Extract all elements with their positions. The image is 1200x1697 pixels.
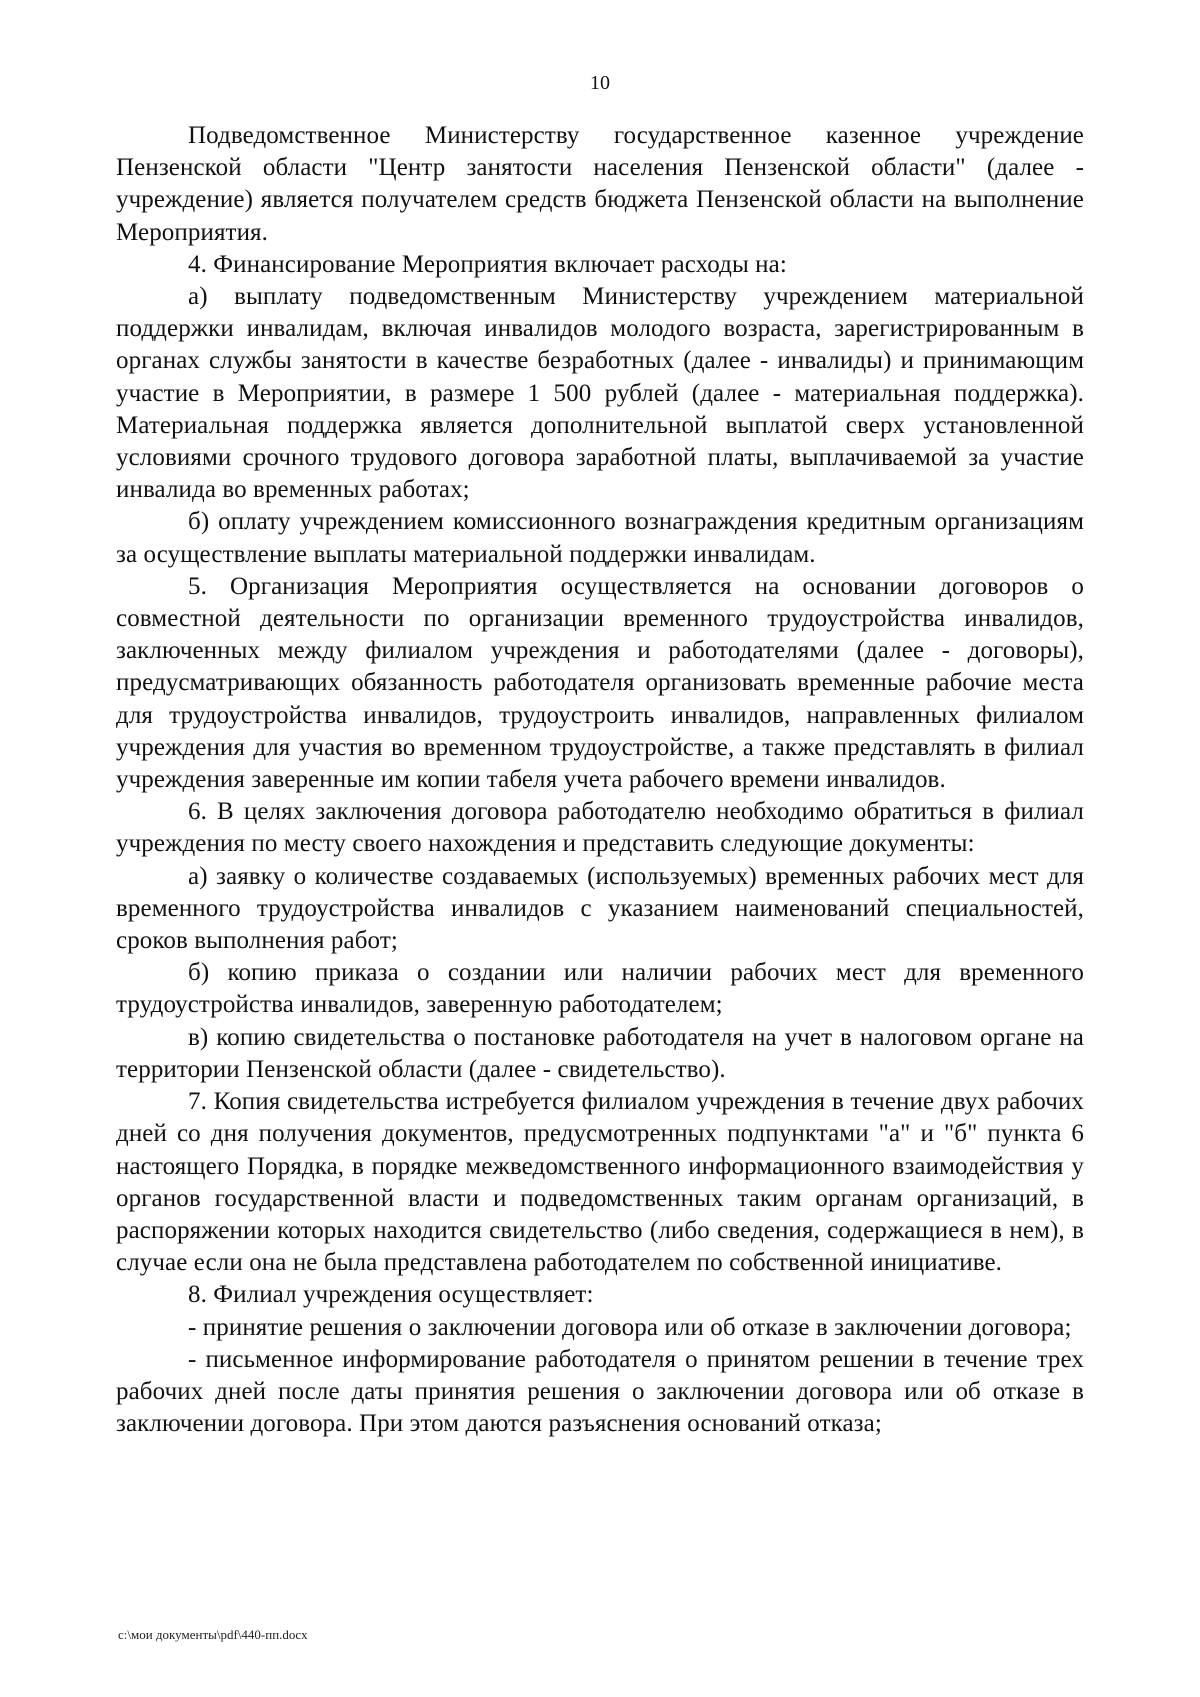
page-number: 10 (590, 72, 610, 94)
paragraph-6v: в) копию свидетельства о постановке работодателя на учет в налоговом органе на территории Пензенской области (далее - свидетельство). (116, 1023, 1084, 1083)
paragraph-4: 4. Финансирование Мероприятия включает расходы на: (188, 250, 787, 278)
paragraph-8-item-2: - письменное информирование работодателя о принятом решении в течение трех рабочих дней после даты принятия решения о заключении договора или об отказе в заключении договора. При этом даются разъяснения оснований отказа; (116, 1345, 1084, 1438)
paragraph-5: 5. Организация Мероприятия осуществляется на основании договоров о совместной деятельности по организации временного трудоустройства инвалидов, заключенных между филиалом учреждения и работодателями (далее - договоры), предусматривающих обязанность работодателя организовать временные рабочие места для трудоустройства инвалидов, трудоустроить инвалидов, направленных филиалом учреждения для участия во временном трудоустройстве, а также представлять в филиал учреждения заверенные им копии табеля учета рабочего времени инвалидов. (116, 572, 1084, 794)
footer-file-path: c:\мои документы\pdf\440-пп.docx (118, 1627, 308, 1642)
paragraph-7: 7. Копия свидетельства истребуется филиалом учреждения в течение двух рабочих дней со дня получения документов, предусмотренных подпунктами "а" и "б" пункта 6 настоящего Порядка, в порядке межведомственного информационного взаимодействия у органов государственной власти и подведомственных таким органам организаций, в распоряжении которых находится свидетельство (либо сведения, содержащиеся в нем), в случае если она не была представлена работодателем по собственной инициативе. (116, 1088, 1084, 1277)
paragraph-4a: а) выплату подведомственным Министерству учреждением материальной поддержки инвалидам, включая инвалидов молодого возраста, зарегистрированным в органах службы занятости в качестве безработных (далее - инвалиды) и принимающим участие в Мероприятии, в размере 1 500 рублей (далее - материальная поддержка). Материальная поддержка является дополнительной выплатой сверх установленной условиями срочного трудового договора заработной платы, выплачиваемой за участие инвалида во временных работах; (116, 283, 1084, 504)
document-body (116, 120, 1084, 1440)
paragraph-intro: Подведомственное Министерству государственное казенное учреждение Пензенской области "Центр занятости населения Пензенской области" (далее - учреждение) является получателем средств бюджета Пензенской области на выполнение Мероприятия. (116, 122, 1084, 246)
paragraph-4b: б) оплату учреждением комиссионного вознаграждения кредитным организациям за осуществление выплаты материальной поддержки инвалидам. (116, 508, 1084, 568)
paragraph-8: 8. Филиал учреждения осуществляет: (188, 1281, 594, 1309)
paragraph-8-item-1: - принятие решения о заключении договора или об отказе в заключении договора; (188, 1313, 1072, 1341)
paragraph-6a: а) заявку о количестве создаваемых (используемых) временных рабочих мест для временного трудоустройства инвалидов с указанием наименований специальностей, сроков выполнения работ; (116, 862, 1084, 955)
paragraph-6: 6. В целях заключения договора работодателю необходимо обратиться в филиал учреждения по месту своего нахождения и представить следующие документы: (116, 798, 1084, 858)
paragraph-6b: б) копию приказа о создании или наличии рабочих мест для временного трудоустройства инвалидов, заверенную работодателем; (116, 959, 1084, 1019)
